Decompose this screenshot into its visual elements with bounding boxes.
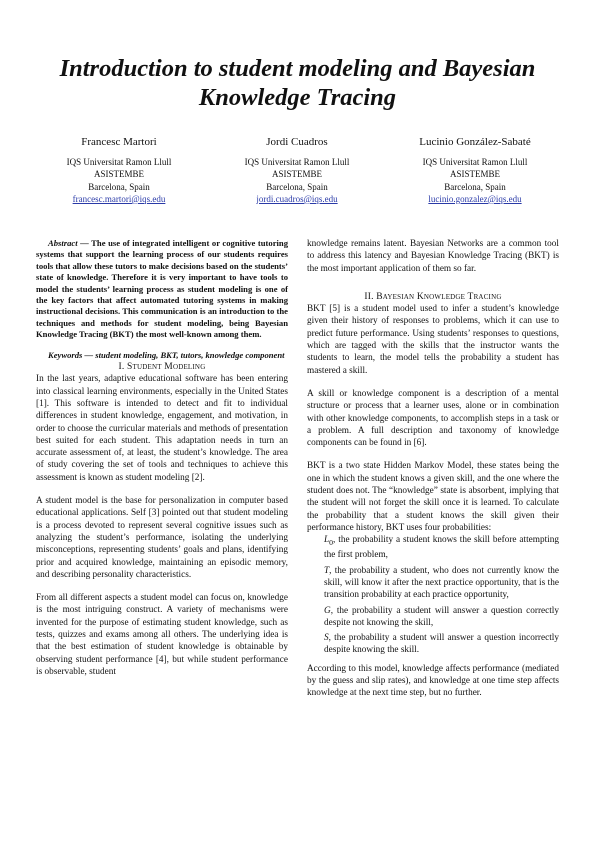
author-affiliation: IQS Universitat Ramon Llull bbox=[422, 157, 528, 168]
author-group: ASISTEMBE bbox=[449, 169, 500, 180]
author-location: Barcelona, Spain bbox=[88, 181, 150, 192]
paragraph: BKT [5] is a student model used to infer a student’s knowledge given their history of responses to problems, which it can use to predict future performance. Using students’ responses to questions, which are tagged with the skills that the instructor wants the students to learn, the model tells the probability a student has mastered a skill. bbox=[307, 304, 559, 376]
section-heading-2: II. Bayesian Knowledge Tracing bbox=[364, 291, 502, 302]
author-affiliation: IQS Universitat Ramon Llull bbox=[244, 157, 350, 168]
author-name: Jordi Cuadros bbox=[266, 136, 328, 148]
probability-item-S: S, the probability a student will answer a question incorrectly despite knowing the skill. bbox=[324, 633, 559, 656]
section-heading-1: I. Student Modeling bbox=[118, 362, 206, 373]
author-block-3 bbox=[390, 136, 560, 205]
paragraph: A student model is the base for personalization in computer based educational applications. Self [3] pointed out that student modeling is a process devoted to represent several cognitive issues such as analyzing the student’s performance, isolating the underlying misconceptions, representing students’ goals and plans, identifying prior and acquired knowledge, maintaining an episodic memory, and describing personality characteristics. bbox=[36, 496, 288, 580]
author-email-link[interactable]: lucinio.gonzalez@iqs.edu bbox=[428, 193, 522, 204]
paragraph: According to this model, knowledge affects performance (mediated by the guess and slip rates), and knowledge at one time step affects knowledge at the next time step, but no further. bbox=[307, 663, 559, 699]
paragraph: BKT is a two state Hidden Markov Model, these states being the one in which the student knows a given skill, and the one where the student does not. The “knowledge” state is absorbent, implying that the student will not forget the skill once it is learned. To calculate the probability that a student knows the skill given their performance history, BKT uses four probabilities: bbox=[307, 461, 559, 533]
author-block-1 bbox=[34, 136, 204, 205]
paper-title: Introduction to student modeling and Bayesian Knowledge Tracing bbox=[59, 55, 536, 111]
keywords: Keywords — student modeling, BKT, tutors, knowledge component bbox=[48, 349, 285, 360]
abstract bbox=[36, 238, 288, 341]
paragraph: knowledge remains latent. Bayesian Networks are a common tool to address this latency and Bayesian Knowledge Tracing (BKT) is the most important application of them so far. bbox=[307, 239, 559, 274]
probability-item-L0: $L_0$, the probability a student knows the skill before attempting the first problem, bbox=[324, 535, 559, 561]
abstract-lead: Abstract bbox=[48, 238, 78, 248]
author-email-link[interactable]: francesc.martori@iqs.edu bbox=[72, 193, 166, 204]
author-group: ASISTEMBE bbox=[93, 169, 144, 180]
author-block-2 bbox=[212, 136, 382, 205]
right-column bbox=[307, 238, 559, 700]
paragraph: A skill or knowledge component is a description of a mental structure or process that a learner uses, alone or in combination with other knowledge components, to accomplish steps in a task or a problem. A full description and taxonomy of knowledge components can be found in [6]. bbox=[307, 388, 559, 449]
author-name: Lucinio González-Sabaté bbox=[419, 136, 531, 148]
abstract-body: — The use of integrated intelligent or cognitive tutoring systems that support the learning process of our students requires tools that allow these tutors to make decisions based on the students’ state of knowledge. Therefore it is very important to have tools to model the students’ learning process as student modeling is one of the key factors that affect automated tutoring systems in making instructional decisions. This communication is an introduction to the techniques and methods for student modeling, being Bayesian Knowledge Tracing (BKT) the most well-known among them. bbox=[36, 238, 288, 340]
author-group: ASISTEMBE bbox=[271, 169, 322, 180]
author-name: Francesc Martori bbox=[81, 136, 157, 148]
author-location: Barcelona, Spain bbox=[266, 181, 328, 192]
probability-item-G: G, the probability a student will answer a question correctly despite not knowing the skill, bbox=[324, 605, 559, 628]
paragraph: In the last years, adaptive educational software has been entering into classical learning environments, especially in the United States [1]. This software is intended to detect and fit to individual differences in student knowledge, engagement, and motivation, in order to choose the curricular materials and methods of presentation best suited for each student. This adaptation needs in turn an accurate assessment of, at least, the student’s knowledge. The area of study covering the set of tools and techniques to achieve this assessment is known as student modeling [2]. bbox=[36, 374, 288, 483]
paragraph: From all different aspects a student model can focus on, knowledge is the most intriguing construct. A variety of mechanisms were invented for the purpose of estimating student knowledge, such as tests, quizzes and exams among all others. The underlying idea is that the best estimation of student knowledge is obtainable by observing student performance [4], but while student performance is observable, student bbox=[36, 593, 288, 677]
author-email-link[interactable]: jordi.cuadros@iqs.edu bbox=[256, 193, 338, 204]
probability-item-T: T, the probability a student, who does not currently know the skill, will know it after the next practice opportunity, that is the transition probability at each practice opportunity, bbox=[324, 565, 559, 601]
author-location: Barcelona, Spain bbox=[444, 181, 506, 192]
left-column bbox=[36, 238, 288, 678]
author-affiliation: IQS Universitat Ramon Llull bbox=[66, 157, 172, 168]
